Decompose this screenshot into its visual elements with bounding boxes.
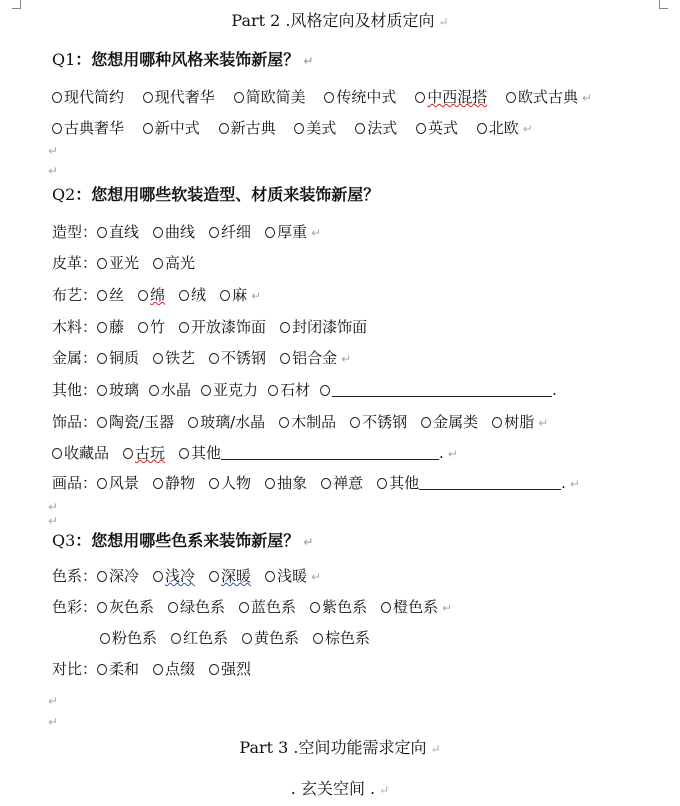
style-option[interactable] <box>294 118 336 138</box>
option-label: 绵 <box>150 286 166 304</box>
painting-option[interactable] <box>321 473 363 493</box>
paragraph-mark: ↵ <box>303 535 314 549</box>
paragraph-mark: ↵ <box>569 477 580 491</box>
radio-circle[interactable] <box>324 92 334 103</box>
paragraph-mark: ↵ <box>582 91 593 105</box>
radio-circle[interactable] <box>265 478 275 489</box>
other-option[interactable] <box>201 380 258 400</box>
row-label: 皮革： <box>52 254 98 272</box>
radio-circle[interactable] <box>421 417 431 428</box>
radio-circle[interactable] <box>52 92 62 103</box>
style-option[interactable] <box>234 87 306 107</box>
radio-circle[interactable] <box>100 633 110 644</box>
tone-option[interactable] <box>209 566 251 586</box>
color-option[interactable] <box>239 597 296 617</box>
option-label: 深冷 <box>109 567 140 585</box>
paragraph-mark: ↵ <box>379 783 390 797</box>
option-label: 玻璃 <box>109 381 140 399</box>
shape-option[interactable] <box>209 222 251 242</box>
option-label: 禅意 <box>333 474 364 492</box>
wood-option[interactable] <box>138 317 165 337</box>
q2-fabric-row <box>52 285 261 306</box>
radio-circle[interactable] <box>153 664 163 675</box>
row-label: 布艺： <box>52 286 98 304</box>
option-label: 纤细 <box>221 223 252 241</box>
decor-option[interactable] <box>52 443 109 463</box>
paragraph-mark: ↵ <box>48 514 59 528</box>
radio-circle[interactable] <box>149 385 159 396</box>
shape-option[interactable] <box>97 222 139 242</box>
part3-heading <box>0 738 680 759</box>
option-label: 玻璃/水晶 <box>200 413 266 431</box>
radio-circle[interactable] <box>97 258 107 269</box>
tone-option[interactable] <box>97 566 139 586</box>
style-option[interactable] <box>143 87 215 107</box>
option-label: 藤 <box>109 318 125 336</box>
row-label: 对比： <box>52 660 98 678</box>
radio-circle[interactable] <box>143 92 153 103</box>
radio-circle[interactable] <box>52 448 62 459</box>
radio-circle[interactable] <box>209 227 219 238</box>
fill-in-blank[interactable] <box>221 444 439 460</box>
q2-painting-row <box>52 473 580 494</box>
row-label: 色系： <box>52 567 98 585</box>
option-label: 美式 <box>306 119 337 137</box>
color-option[interactable] <box>381 597 438 617</box>
q2-number: Q2 <box>52 185 76 204</box>
other-fill-option[interactable]: . <box>320 380 557 400</box>
style-option[interactable] <box>324 87 396 107</box>
painting-option[interactable] <box>209 473 251 493</box>
radio-circle[interactable] <box>477 123 487 134</box>
radio-circle[interactable] <box>97 664 107 675</box>
paragraph-mark: ↵ <box>442 601 453 615</box>
option-label: 粉色系 <box>112 629 158 647</box>
radio-circle[interactable] <box>377 478 387 489</box>
metal-option[interactable] <box>97 348 139 368</box>
style-option[interactable] <box>52 87 124 107</box>
q3-contrast-row <box>52 659 251 679</box>
page-corner-mark <box>659 0 668 9</box>
style-option[interactable] <box>477 118 519 138</box>
q1-text: ：您想用哪种风格来装饰新屋？ <box>75 50 300 69</box>
color-option[interactable] <box>171 628 228 648</box>
option-label: 古典奢华 <box>64 119 125 137</box>
radio-circle[interactable] <box>265 571 275 582</box>
metal-option[interactable] <box>153 348 195 368</box>
option-label: 其他 <box>191 444 222 462</box>
radio-circle[interactable] <box>209 664 219 675</box>
radio-circle[interactable] <box>492 417 502 428</box>
option-label: 浅暖 <box>277 567 308 585</box>
option-label: 金属类 <box>433 413 479 431</box>
radio-circle[interactable] <box>220 290 230 301</box>
shape-option[interactable] <box>153 222 195 242</box>
paragraph-mark: ↵ <box>538 416 549 430</box>
option-label: 高光 <box>165 254 196 272</box>
option-label: 其他 <box>389 474 420 492</box>
option-label: 法式 <box>367 119 398 137</box>
q2-decor-row <box>52 412 548 433</box>
option-label: 亚光 <box>109 254 140 272</box>
option-label: 浅冷 <box>165 567 196 585</box>
tone-option[interactable] <box>265 566 307 586</box>
row-label: 画品： <box>52 474 98 492</box>
leather-option[interactable] <box>153 253 195 273</box>
option-label: 陶瓷/玉器 <box>109 413 175 431</box>
radio-circle[interactable] <box>320 385 330 396</box>
paragraph-mark: ↵ <box>303 54 314 68</box>
radio-circle[interactable] <box>209 478 219 489</box>
decor-option[interactable] <box>123 443 165 463</box>
radio-circle[interactable] <box>310 602 320 613</box>
color-option[interactable] <box>97 597 154 617</box>
radio-circle[interactable] <box>168 602 178 613</box>
paragraph-mark: ↵ <box>447 447 458 461</box>
tone-option[interactable] <box>153 566 195 586</box>
radio-circle[interactable] <box>97 602 107 613</box>
q2-other-row <box>52 380 557 400</box>
row-label: 金属： <box>52 349 98 367</box>
q3-color-row <box>52 597 452 618</box>
radio-circle[interactable] <box>321 478 331 489</box>
radio-circle[interactable] <box>153 227 163 238</box>
radio-circle[interactable] <box>201 385 211 396</box>
other-option[interactable] <box>97 380 139 400</box>
other-option[interactable] <box>268 380 310 400</box>
option-label: 木制品 <box>291 413 337 431</box>
radio-circle[interactable] <box>153 571 163 582</box>
radio-circle[interactable] <box>268 385 278 396</box>
q2-metal-row <box>52 348 351 369</box>
option-label: 现代奢华 <box>154 88 215 106</box>
fill-in-blank[interactable] <box>419 474 561 490</box>
option-label: 红色系 <box>183 629 229 647</box>
option-label: 新古典 <box>230 119 276 137</box>
q2-decor-row2 <box>52 443 458 464</box>
wood-option[interactable] <box>179 317 266 337</box>
option-label: 铝合金 <box>292 349 338 367</box>
style-option[interactable] <box>219 118 276 138</box>
paragraph-mark: ↵ <box>48 144 59 158</box>
option-label: 麻 <box>232 286 248 304</box>
contrast-option[interactable] <box>153 659 195 679</box>
radio-circle[interactable] <box>123 448 133 459</box>
radio-circle[interactable] <box>234 92 244 103</box>
q3-tone-row <box>52 566 321 587</box>
option-label: 直线 <box>109 223 140 241</box>
style-option[interactable] <box>506 87 578 107</box>
option-label: 竹 <box>150 318 166 336</box>
option-label: 石材 <box>280 381 311 399</box>
option-label: 中西混搭 <box>427 88 488 106</box>
q3-color-row2 <box>100 628 370 648</box>
radio-circle[interactable] <box>153 258 163 269</box>
option-label: 现代简约 <box>64 88 125 106</box>
wood-option[interactable] <box>97 317 124 337</box>
radio-circle[interactable] <box>153 353 163 364</box>
option-label: 收藏品 <box>64 444 110 462</box>
radio-circle[interactable] <box>415 92 425 103</box>
paragraph-mark: ↵ <box>311 226 322 240</box>
paragraph-mark: ↵ <box>48 715 59 729</box>
section-title: . 玄关空间 . <box>290 779 376 798</box>
radio-circle[interactable] <box>97 417 107 428</box>
decor-other-option[interactable]: 其他 . <box>179 443 444 463</box>
shape-option[interactable] <box>265 222 307 242</box>
fabric-option[interactable] <box>179 285 206 305</box>
radio-circle[interactable] <box>416 123 426 134</box>
color-option[interactable] <box>310 597 367 617</box>
paragraph-mark: ↵ <box>430 742 441 756</box>
row-label: 造型： <box>52 223 98 241</box>
contrast-option[interactable] <box>97 659 139 679</box>
paragraph-mark: ↵ <box>311 570 322 584</box>
q2-shape-row <box>52 222 321 243</box>
radio-circle[interactable] <box>381 602 391 613</box>
color-option[interactable] <box>168 597 225 617</box>
option-label: 简欧简美 <box>245 88 306 106</box>
color-option[interactable] <box>242 628 299 648</box>
part2-title: Part 2 .风格定向及材质定向 <box>231 11 435 30</box>
option-label: 绿色系 <box>180 598 226 616</box>
radio-circle[interactable] <box>355 123 365 134</box>
option-label: 抽象 <box>277 474 308 492</box>
option-label: 强烈 <box>221 660 252 678</box>
radio-circle[interactable] <box>97 290 107 301</box>
color-option[interactable] <box>313 628 370 648</box>
option-label: 开放漆饰面 <box>191 318 267 336</box>
option-label: 不锈钢 <box>221 349 267 367</box>
fabric-option[interactable] <box>220 285 247 305</box>
radio-circle[interactable] <box>179 322 189 333</box>
paragraph-mark: ↵ <box>438 15 449 29</box>
option-label: 柔和 <box>109 660 140 678</box>
decor-option[interactable] <box>279 412 336 432</box>
q1-row2 <box>52 118 533 139</box>
q2-heading <box>52 185 379 205</box>
painting-option[interactable] <box>153 473 195 493</box>
option-label: 古玩 <box>135 444 166 462</box>
paragraph-mark: ↵ <box>341 352 352 366</box>
radio-circle[interactable] <box>97 227 107 238</box>
radio-circle[interactable] <box>97 322 107 333</box>
option-label: 铁艺 <box>165 349 196 367</box>
option-label: 丝 <box>109 286 125 304</box>
fill-in-blank[interactable] <box>332 381 552 397</box>
decor-option[interactable] <box>421 412 478 432</box>
radio-circle[interactable] <box>313 633 323 644</box>
painting-option[interactable] <box>97 473 139 493</box>
q1-heading <box>52 50 313 71</box>
radio-circle[interactable] <box>280 322 290 333</box>
section-heading <box>0 779 680 800</box>
radio-circle[interactable] <box>97 571 107 582</box>
option-label: 紫色系 <box>322 598 368 616</box>
option-label: 亚克力 <box>213 381 259 399</box>
option-label: 灰色系 <box>109 598 155 616</box>
leather-option[interactable] <box>97 253 139 273</box>
option-label: 棕色系 <box>325 629 371 647</box>
option-label: 风景 <box>109 474 140 492</box>
q2-wood-row <box>52 317 367 337</box>
radio-circle[interactable] <box>294 123 304 134</box>
style-option[interactable] <box>143 118 200 138</box>
option-label: 厚重 <box>277 223 308 241</box>
radio-circle[interactable] <box>143 123 153 134</box>
option-label: 静物 <box>165 474 196 492</box>
option-label: 新中式 <box>154 119 200 137</box>
radio-circle[interactable] <box>350 417 360 428</box>
part3-title: Part 3 .空间功能需求定向 <box>239 738 427 757</box>
radio-circle[interactable] <box>188 417 198 428</box>
q3-heading <box>52 531 313 552</box>
option-label: 人物 <box>221 474 252 492</box>
row-label: 饰品： <box>52 413 98 431</box>
q2-leather-row <box>52 253 209 273</box>
fabric-option[interactable] <box>138 285 165 305</box>
paragraph-mark: ↵ <box>522 122 533 136</box>
painting-option[interactable] <box>265 473 307 493</box>
contrast-option[interactable] <box>209 659 251 679</box>
paragraph-mark: ↵ <box>48 164 59 178</box>
option-label: 英式 <box>427 119 458 137</box>
radio-circle[interactable] <box>179 448 189 459</box>
option-label: 北欧 <box>488 119 519 137</box>
wood-option[interactable] <box>280 317 367 337</box>
radio-circle[interactable] <box>265 227 275 238</box>
radio-circle[interactable] <box>209 571 219 582</box>
color-option[interactable] <box>100 628 157 648</box>
radio-circle[interactable] <box>171 633 181 644</box>
q3-number: Q3 <box>52 531 76 550</box>
option-label: 不锈钢 <box>362 413 408 431</box>
radio-circle[interactable] <box>97 385 107 396</box>
q2-text: ：您想用哪些软装造型、材质来装饰新屋？ <box>75 185 380 204</box>
option-label: 深暖 <box>221 567 252 585</box>
radio-circle[interactable] <box>52 123 62 134</box>
row-label: 其他： <box>52 381 98 399</box>
option-label: 橙色系 <box>393 598 439 616</box>
paragraph-mark: ↵ <box>251 289 262 303</box>
option-label: 蓝色系 <box>251 598 297 616</box>
paragraph-mark: ↵ <box>48 500 59 514</box>
q3-text: ：您想用哪些色系来装饰新屋？ <box>75 531 300 550</box>
style-option[interactable] <box>415 87 487 107</box>
other-option[interactable] <box>149 380 191 400</box>
row-label: 色彩： <box>52 598 98 616</box>
part2-heading <box>0 11 680 32</box>
style-option[interactable] <box>52 118 124 138</box>
fabric-option[interactable] <box>97 285 124 305</box>
radio-circle[interactable] <box>279 417 289 428</box>
page-corner-mark <box>12 0 21 9</box>
option-label: 传统中式 <box>336 88 397 106</box>
radio-circle[interactable] <box>242 633 252 644</box>
decor-option[interactable] <box>188 412 265 432</box>
option-label: 铜质 <box>109 349 140 367</box>
radio-circle[interactable] <box>209 353 219 364</box>
q1-row1 <box>52 87 592 108</box>
option-label: 曲线 <box>165 223 196 241</box>
option-label: 黄色系 <box>254 629 300 647</box>
painting-other-option[interactable]: 其他 . <box>377 473 566 493</box>
radio-circle[interactable] <box>219 123 229 134</box>
option-label: 点缀 <box>165 660 196 678</box>
q1-number: Q1 <box>52 50 76 69</box>
option-label: 树脂 <box>504 413 535 431</box>
decor-option[interactable] <box>97 412 174 432</box>
option-label: 封闭漆饰面 <box>292 318 368 336</box>
radio-circle[interactable] <box>97 353 107 364</box>
radio-circle[interactable] <box>179 290 189 301</box>
radio-circle[interactable] <box>138 322 148 333</box>
option-label: 水晶 <box>161 381 192 399</box>
radio-circle[interactable] <box>153 478 163 489</box>
decor-option[interactable] <box>492 412 534 432</box>
option-label: 欧式古典 <box>517 88 578 106</box>
row-label: 木料： <box>52 318 98 336</box>
radio-circle[interactable] <box>280 353 290 364</box>
metal-option[interactable] <box>209 348 266 368</box>
radio-circle[interactable] <box>138 290 148 301</box>
style-option[interactable] <box>355 118 397 138</box>
option-label: 绒 <box>191 286 207 304</box>
radio-circle[interactable] <box>506 92 516 103</box>
radio-circle[interactable] <box>97 478 107 489</box>
metal-option[interactable] <box>280 348 337 368</box>
radio-circle[interactable] <box>239 602 249 613</box>
style-option[interactable] <box>416 118 458 138</box>
decor-option[interactable] <box>350 412 407 432</box>
paragraph-mark: ↵ <box>48 694 59 708</box>
